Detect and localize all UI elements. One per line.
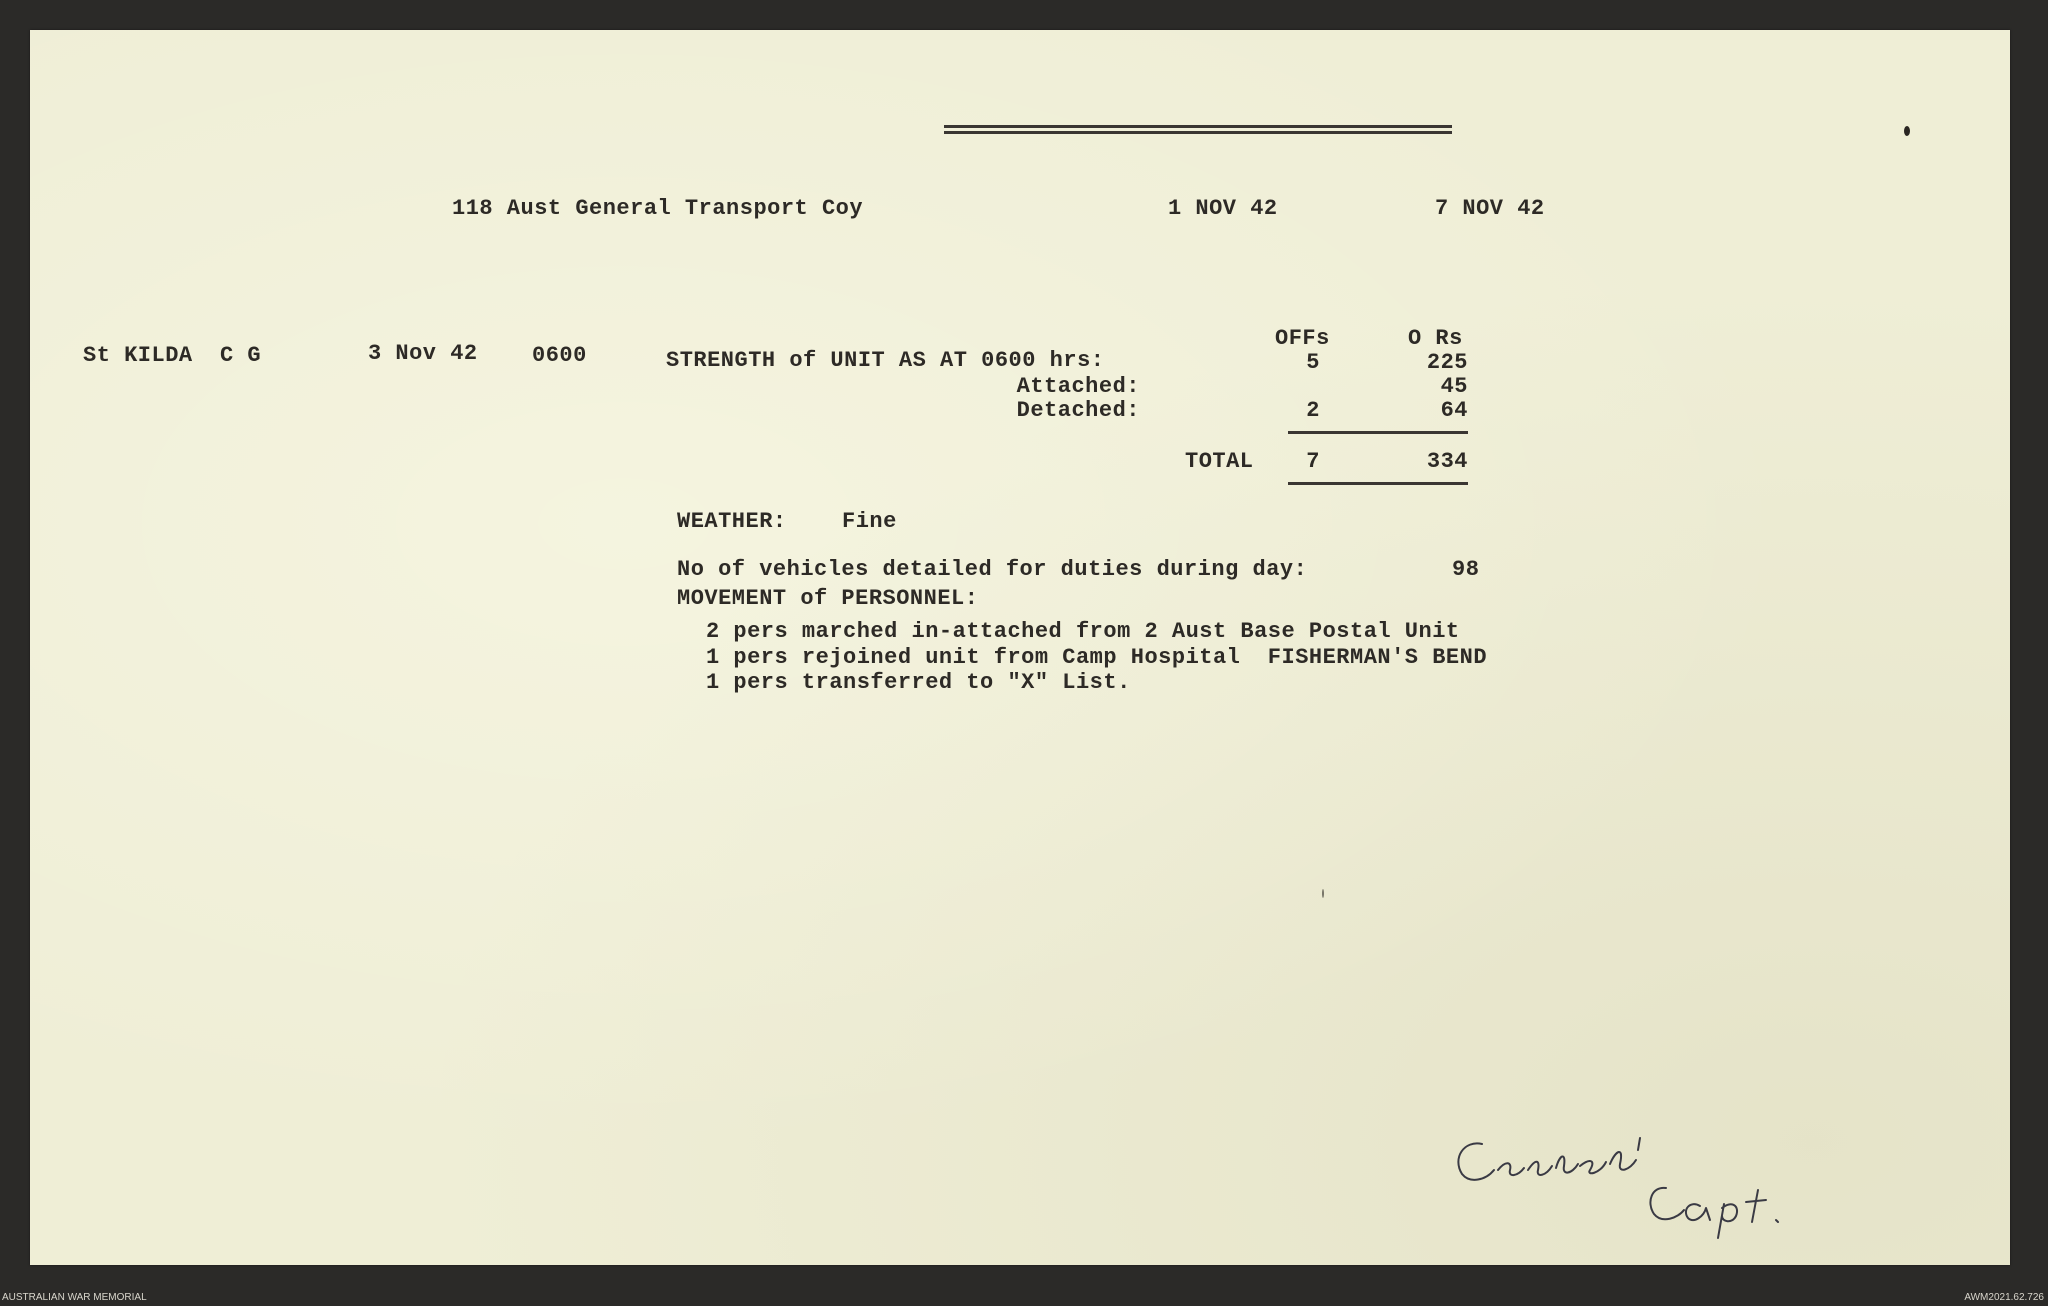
paper-mark bbox=[1322, 889, 1324, 898]
strength-offs-value: 5 bbox=[1306, 350, 1320, 375]
attached-label: Attached: bbox=[1016, 374, 1140, 399]
total-label: TOTAL bbox=[1185, 449, 1254, 474]
column-header-offs: OFFs bbox=[1275, 326, 1330, 351]
detached-offs-value: 2 bbox=[1306, 398, 1320, 423]
footer-accession-number: AWM2021.62.726 bbox=[1964, 1292, 2044, 1303]
strength-label: STRENGTH of UNIT AS AT 0600 hrs: bbox=[666, 348, 1105, 373]
movement-item: 1 pers rejoined unit from Camp Hospital FISHERMAN'S BEND bbox=[706, 645, 1488, 670]
total-ors-value: 334 bbox=[1426, 449, 1468, 474]
entry-time: 0600 bbox=[532, 343, 587, 368]
weather-value: Fine bbox=[842, 509, 897, 534]
period-start-date: 1 NOV 42 bbox=[1168, 196, 1278, 221]
detached-ors-value: 64 bbox=[1440, 398, 1468, 423]
handwritten-signature bbox=[1440, 1130, 1860, 1245]
movement-item: 2 pers marched in-attached from 2 Aust Base Postal Unit bbox=[706, 619, 1460, 644]
entry-date: 3 Nov 42 bbox=[368, 341, 478, 366]
strength-ors-value: 225 bbox=[1426, 350, 1468, 375]
column-header-ors: O Rs bbox=[1408, 326, 1463, 351]
weather-label: WEATHER: bbox=[677, 509, 787, 534]
attached-ors-value: 45 bbox=[1440, 374, 1468, 399]
vehicles-label: No of vehicles detailed for duties during day: bbox=[677, 557, 1308, 582]
footer-archive-name: AUSTRALIAN WAR MEMORIAL bbox=[2, 1292, 147, 1303]
total-rule-upper bbox=[1288, 431, 1468, 434]
movement-item: 1 pers transferred to "X" List. bbox=[706, 670, 1131, 695]
entry-place: St KILDA C G bbox=[83, 343, 262, 368]
paper-mark bbox=[1904, 126, 1910, 136]
top-rule-lower bbox=[944, 131, 1452, 134]
vehicles-value: 98 bbox=[1452, 557, 1480, 582]
total-offs-value: 7 bbox=[1306, 449, 1320, 474]
movement-label: MOVEMENT of PERSONNEL: bbox=[677, 586, 979, 611]
unit-name: 118 Aust General Transport Coy bbox=[452, 196, 864, 221]
total-rule-lower bbox=[1288, 482, 1468, 485]
detached-label: Detached: bbox=[1016, 398, 1140, 423]
period-end-date: 7 NOV 42 bbox=[1435, 196, 1545, 221]
top-rule-upper bbox=[944, 125, 1452, 128]
